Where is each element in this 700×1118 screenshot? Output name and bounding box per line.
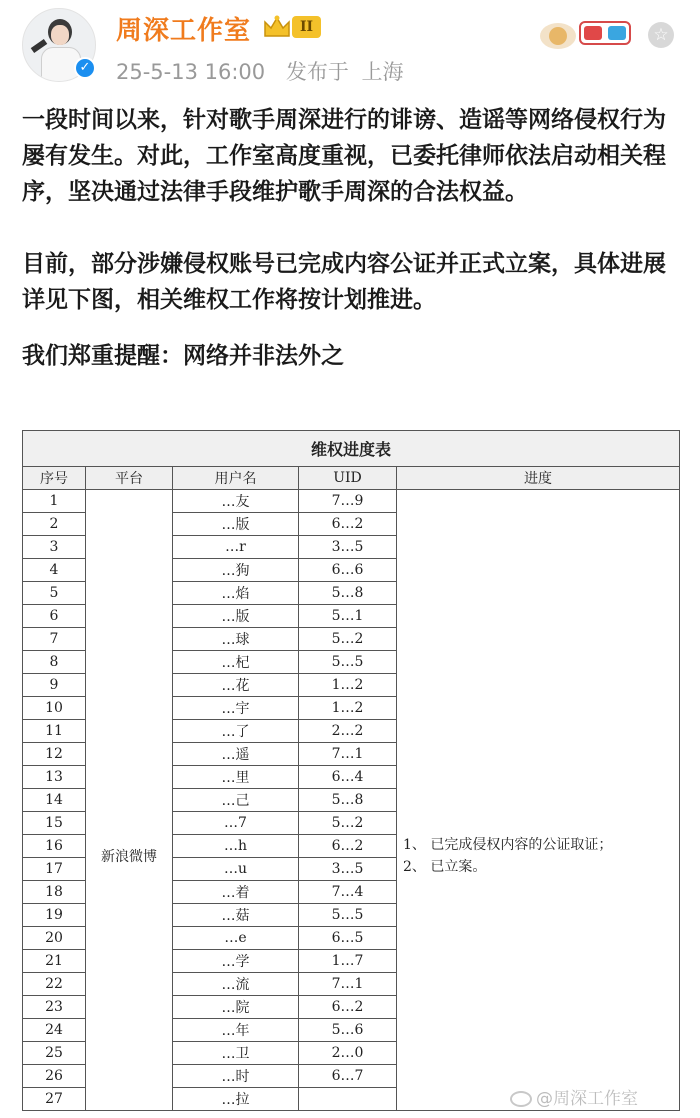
table-title: 维权进度表 xyxy=(23,431,680,467)
cell-progress xyxy=(397,490,680,1111)
cell-username: …菇 xyxy=(173,904,299,927)
collect-button[interactable] xyxy=(648,22,674,48)
post-paragraph: 我们郑重提醒：网络并非法外之 xyxy=(22,343,344,369)
cell-username: …焰 xyxy=(173,582,299,605)
cell-no: 10 xyxy=(23,697,86,720)
cell-uid: 7…4 xyxy=(299,881,397,904)
cell-no: 20 xyxy=(23,927,86,950)
avatar-face xyxy=(51,25,69,45)
column-header-uid: UID xyxy=(299,467,397,490)
cell-uid: 3…5 xyxy=(299,858,397,881)
table-row xyxy=(23,490,680,513)
3d-glasses-badge-icon[interactable] xyxy=(536,12,632,52)
level-badge: II xyxy=(292,16,321,38)
cell-username: …学 xyxy=(173,950,299,973)
cell-no: 26 xyxy=(23,1065,86,1088)
cell-username: …遥 xyxy=(173,743,299,766)
cell-no: 5 xyxy=(23,582,86,605)
cell-platform: 新浪微博 xyxy=(86,490,173,1111)
cell-username: …杞 xyxy=(173,651,299,674)
cell-uid xyxy=(299,1088,397,1111)
cell-username: …u xyxy=(173,858,299,881)
cell-uid: 5…2 xyxy=(299,812,397,835)
cell-no: 4 xyxy=(23,559,86,582)
cell-uid: 1…2 xyxy=(299,697,397,720)
post-content xyxy=(22,102,678,374)
post-paragraph: 一段时间以来，针对歌手周深进行的诽谤、造谣等网络侵权行为屡有发生。对此，工作室高度重视，已委托律师依法启动相关程序，坚决通过法律手段维护歌手周深的合法权益。 xyxy=(22,107,666,205)
cell-no: 9 xyxy=(23,674,86,697)
timestamp: 25-5-13 16:00 xyxy=(116,60,266,84)
location: 上海 xyxy=(361,60,404,84)
crown-icon xyxy=(262,14,292,40)
cell-uid: 5…5 xyxy=(299,651,397,674)
progress-line: 1、 已完成侵权内容的公证取证； xyxy=(403,837,613,853)
column-header-username: 用户名 xyxy=(173,467,299,490)
cell-no: 12 xyxy=(23,743,86,766)
cell-no: 24 xyxy=(23,1019,86,1042)
cell-no: 22 xyxy=(23,973,86,996)
cell-username: …拉 xyxy=(173,1088,299,1111)
column-header-progress: 进度 xyxy=(397,467,680,490)
cell-no: 8 xyxy=(23,651,86,674)
cell-username: …年 xyxy=(173,1019,299,1042)
cell-uid: 5…8 xyxy=(299,582,397,605)
cell-username: …了 xyxy=(173,720,299,743)
cell-uid: 3…5 xyxy=(299,536,397,559)
cell-no: 11 xyxy=(23,720,86,743)
post-header xyxy=(0,0,700,90)
cell-username: …r xyxy=(173,536,299,559)
cell-no: 1 xyxy=(23,490,86,513)
cell-uid: 5…6 xyxy=(299,1019,397,1042)
watermark xyxy=(510,1084,638,1109)
cell-uid: 6…7 xyxy=(299,1065,397,1088)
cell-username: …狗 xyxy=(173,559,299,582)
cell-no: 17 xyxy=(23,858,86,881)
cell-uid: 6…2 xyxy=(299,996,397,1019)
progress-table-image[interactable] xyxy=(22,430,680,1118)
cell-no: 19 xyxy=(23,904,86,927)
cell-no: 27 xyxy=(23,1088,86,1111)
cell-uid: 5…5 xyxy=(299,904,397,927)
cell-uid: 6…5 xyxy=(299,927,397,950)
verified-icon: ✓ xyxy=(74,57,96,79)
cell-username: …卫 xyxy=(173,1042,299,1065)
cell-no: 3 xyxy=(23,536,86,559)
cell-no: 16 xyxy=(23,835,86,858)
cell-username: …己 xyxy=(173,789,299,812)
cell-username: …球 xyxy=(173,628,299,651)
progress-table xyxy=(22,430,680,1111)
cell-uid: 5…1 xyxy=(299,605,397,628)
author-name[interactable]: 周深工作室 xyxy=(116,16,252,46)
cell-no: 25 xyxy=(23,1042,86,1065)
cell-username: …流 xyxy=(173,973,299,996)
cell-username: …院 xyxy=(173,996,299,1019)
post-paragraph: 目前，部分涉嫌侵权账号已完成内容公证并正式立案，具体进展详见下图，相关维权工作将按计划推进。 xyxy=(22,251,666,313)
cell-no: 21 xyxy=(23,950,86,973)
cell-username: …里 xyxy=(173,766,299,789)
cell-no: 6 xyxy=(23,605,86,628)
weibo-logo-icon xyxy=(510,1091,532,1107)
cell-no: 13 xyxy=(23,766,86,789)
cell-no: 7 xyxy=(23,628,86,651)
cell-uid: 2…2 xyxy=(299,720,397,743)
watermark-text: @周深工作室 xyxy=(536,1089,638,1109)
cell-username: …友 xyxy=(173,490,299,513)
progress-line: 2、 已立案。 xyxy=(403,859,487,875)
cell-uid: 7…1 xyxy=(299,743,397,766)
cell-no: 18 xyxy=(23,881,86,904)
cell-uid: 5…8 xyxy=(299,789,397,812)
cell-uid: 1…7 xyxy=(299,950,397,973)
location-prefix: 发布于 xyxy=(285,60,349,84)
cell-uid: 2…0 xyxy=(299,1042,397,1065)
cell-username: …时 xyxy=(173,1065,299,1088)
cell-uid: 1…2 xyxy=(299,674,397,697)
cell-no: 2 xyxy=(23,513,86,536)
cell-uid: 6…6 xyxy=(299,559,397,582)
cell-uid: 6…4 xyxy=(299,766,397,789)
cell-no: 23 xyxy=(23,996,86,1019)
cell-uid: 7…9 xyxy=(299,490,397,513)
star-icon: ☆ xyxy=(653,25,669,45)
cell-username: …花 xyxy=(173,674,299,697)
cell-uid: 6…2 xyxy=(299,835,397,858)
table-header-row xyxy=(23,467,680,490)
column-header-platform: 平台 xyxy=(86,467,173,490)
cell-username: …e xyxy=(173,927,299,950)
cell-username: …版 xyxy=(173,513,299,536)
cell-uid: 7…1 xyxy=(299,973,397,996)
cell-username: …7 xyxy=(173,812,299,835)
cell-no: 15 xyxy=(23,812,86,835)
cell-username: …着 xyxy=(173,881,299,904)
cell-uid: 5…2 xyxy=(299,628,397,651)
post-meta xyxy=(116,56,404,86)
cell-username: …宇 xyxy=(173,697,299,720)
column-header-no: 序号 xyxy=(23,467,86,490)
cell-username: …版 xyxy=(173,605,299,628)
cell-uid: 6…2 xyxy=(299,513,397,536)
cell-username: …h xyxy=(173,835,299,858)
cell-no: 14 xyxy=(23,789,86,812)
